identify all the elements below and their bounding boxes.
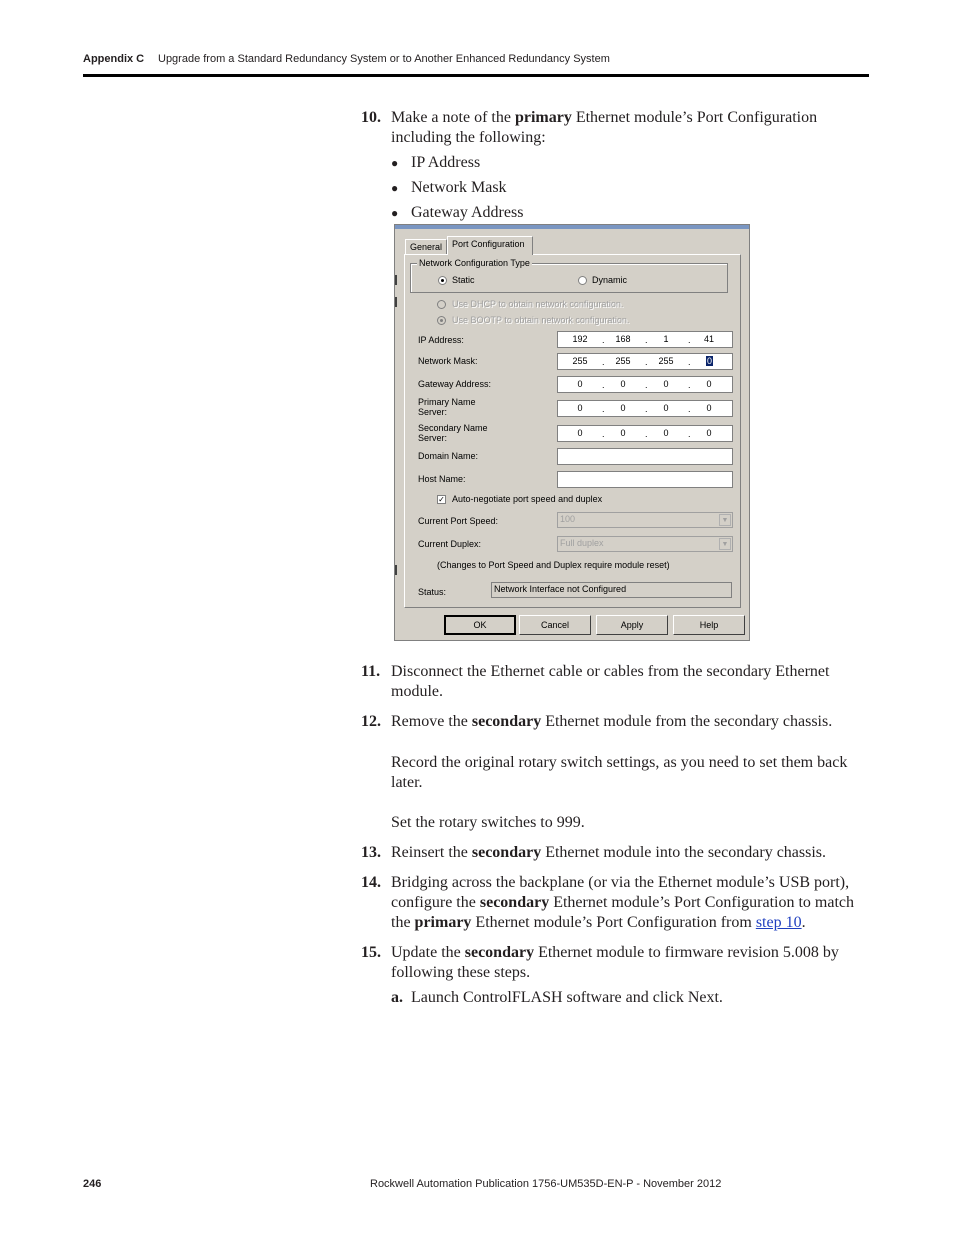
domain-name-field[interactable] (557, 448, 733, 465)
step-text: Bridging across the backplane (or via the Ethernet module’s USB port), configure the secondary Ethernet module’s Port Configuration to match the primary Ethernet module’s Port Configuration from step 10. (391, 874, 855, 931)
static-label: Static (452, 275, 475, 285)
status-field: Network Interface not Configured (491, 582, 732, 598)
secondary-name-server-field[interactable]: 0 . 0 . 0 . 0 (557, 425, 733, 442)
step-12-note-rotary: Record the original rotary switch settings, as you need to set them back later. (391, 754, 848, 791)
left-edge-mark (395, 275, 397, 285)
step-10-link[interactable]: step 10 (755, 914, 802, 931)
step-text: Reinsert the secondary Ethernet module into the secondary chassis. (391, 844, 827, 861)
dynamic-radio[interactable] (578, 276, 587, 285)
tab-port-configuration[interactable]: Port Configuration (447, 236, 533, 255)
duplex-select[interactable]: Full duplex ▼ (557, 536, 733, 552)
bullet-icon: ● (391, 156, 399, 170)
bullet-icon: ● (391, 206, 399, 220)
auto-negotiate-checkbox[interactable]: ✓ (438, 495, 445, 504)
help-button[interactable]: Help (673, 615, 745, 635)
chevron-down-icon: ▼ (719, 538, 731, 550)
apply-button[interactable]: Apply (596, 615, 668, 635)
step-text: Update the secondary Ethernet module to firmware revision 5.008 by following these steps. (391, 944, 839, 981)
bootp-label: Use BOOTP to obtain network configuration. (452, 315, 630, 325)
network-mask-field[interactable]: 255 . 255 . 255 . 0 (557, 353, 733, 370)
dialog-title-bar (395, 225, 749, 229)
page-number: 246 (83, 1178, 102, 1190)
primary-name-server-label: Primary Name Server: (418, 397, 476, 417)
header-rule (83, 74, 869, 77)
secondary-name-server-label: Secondary Name Server: (418, 423, 488, 443)
step-number: 13. (361, 844, 381, 861)
ip-address-field[interactable]: 192 . 168 . 1 . 41 (557, 331, 733, 348)
host-name-field[interactable] (557, 471, 733, 488)
step-12-note-999: Set the rotary switches to 999. (391, 814, 585, 831)
step-number: 11. (361, 663, 381, 680)
step-text: Disconnect the Ethernet cable or cables from the secondary Ethernet module. (391, 663, 830, 700)
bullet-icon: ● (391, 181, 399, 195)
step-number: 14. (361, 874, 381, 891)
step-text: Remove the secondary Ethernet module from the secondary chassis. (391, 713, 833, 730)
step-number: 12. (361, 713, 381, 730)
cancel-button[interactable]: Cancel (519, 615, 591, 635)
static-radio[interactable] (438, 276, 447, 285)
domain-name-label: Domain Name: (418, 451, 479, 461)
dhcp-label: Use DHCP to obtain network configuration. (452, 299, 624, 309)
dhcp-radio[interactable] (437, 300, 446, 309)
port-configuration-dialog (394, 224, 750, 641)
ip-address-label: IP Address: (418, 335, 464, 345)
network-configuration-type-group (410, 258, 728, 293)
left-edge-mark (395, 565, 397, 575)
substep-text: Launch ControlFLASH software and click Next. (411, 989, 723, 1006)
dynamic-label: Dynamic (592, 275, 628, 285)
auto-negotiate-label: Auto-negotiate port speed and duplex (452, 494, 603, 504)
host-name-label: Host Name: (418, 474, 466, 484)
ok-button[interactable]: OK (444, 615, 516, 635)
group-label: Network Configuration Type (419, 258, 530, 268)
tab-general[interactable]: General (405, 239, 447, 254)
step-text: Make a note of the primary Ethernet module’s Port Configuration including the following: (391, 109, 818, 146)
port-speed-select[interactable]: 100 ▼ (557, 512, 733, 528)
running-header (83, 53, 610, 65)
current-duplex-label: Current Duplex: (418, 539, 482, 549)
substep-letter: a. (391, 989, 403, 1006)
publication-info: Rockwell Automation Publication 1756-UM535D-EN-P - November 2012 (370, 1178, 722, 1190)
primary-name-server-field[interactable]: 0 . 0 . 0 . 0 (557, 400, 733, 417)
chapter-title: Upgrade from a Standard Redundancy System or to Another Enhanced Redundancy System (158, 53, 610, 65)
step-number: 15. (361, 944, 381, 961)
appendix-label: Appendix C (83, 53, 145, 65)
chevron-down-icon: ▼ (719, 514, 731, 526)
gateway-address-field[interactable]: 0 . 0 . 0 . 0 (557, 376, 733, 393)
bootp-radio[interactable] (437, 316, 446, 325)
step-number: 10. (361, 109, 381, 126)
left-edge-mark (395, 297, 397, 307)
network-mask-label: Network Mask: (418, 356, 478, 366)
gateway-address-label: Gateway Address: (418, 379, 492, 389)
status-label: Status: (418, 587, 447, 597)
current-port-speed-label: Current Port Speed: (418, 516, 499, 526)
reset-note: (Changes to Port Speed and Duplex require module reset) (437, 560, 670, 570)
